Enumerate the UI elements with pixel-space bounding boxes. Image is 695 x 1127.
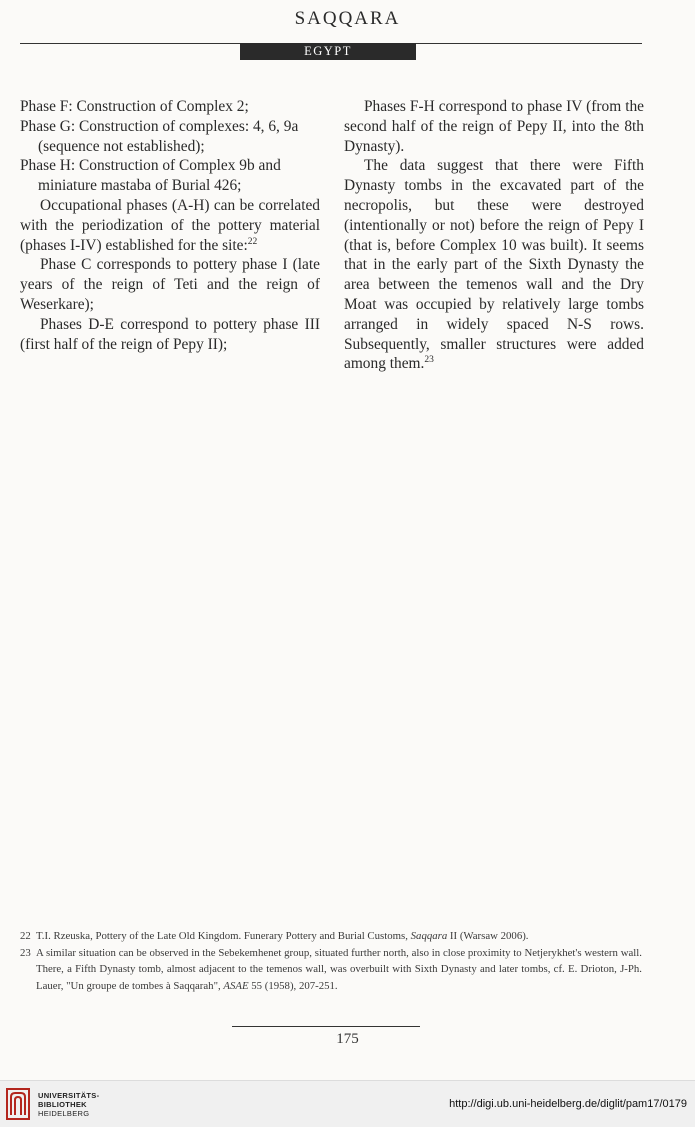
occupational-phases-text: Occupational phases (A-H) can be correlated with the periodization of the pottery material (phases I-IV) established for the site: (20, 196, 320, 254)
phase-f-item (20, 97, 320, 117)
data-suggest-text: The data suggest that there were Fifth Dynasty tombs in the excavated part of the necropolis, but these were destroyed (intentionally or not) before the reign of Pepy I (that is, before Complex 10 was built). It seems that in the early part of the Sixth Dynasty the area between the temenos wall and the Dry Moat was occupied by relatively large tombs arranged in widely spaced N-S rows. Subsequently, smaller structures were added among them. (344, 157, 644, 373)
footnote-text: A similar situation can be observed in the Sebekemhenet group, situated further north, also in close proximity to Netjerykhet's western wall. There, a Fifth Dynasty tomb, almost adjacent to the temenos wall, was overbuilt with Sixth Dynasty and later tombs, cf. E. Drioton, J-Ph. Lauer, "Un groupe de tombes à Saqqarah", (36, 946, 642, 992)
footnote-22 (20, 928, 642, 945)
phase-h-label: Phase H (20, 157, 71, 175)
library-name (38, 1091, 99, 1118)
phase-g-label: Phase G (20, 117, 71, 135)
page-number: 175 (336, 1031, 359, 1047)
footnote-ref-22[interactable]: 22 (247, 236, 258, 247)
footnote-text: T.I. Rzeuska, Pottery of the Late Old Kingdom. Funerary Pottery and Burial Customs, (36, 930, 411, 942)
footnote-number: 22 (20, 930, 31, 942)
phases-fh-paragraph: Phases F-H correspond to phase IV (from the second half of the reign of Pepy II, into the 8th Dynasty). (344, 98, 644, 155)
running-title: SAQQARA (294, 8, 401, 29)
footnote-text-end: 55 (1958), 207-251. (248, 979, 338, 992)
footnote-23 (20, 945, 642, 995)
occupational-phases-paragraph (20, 196, 320, 255)
phase-g-text: : Construction of complexes: 4, 6, 9a (sequence not established); (38, 117, 299, 155)
right-column (344, 97, 644, 374)
library-name-line2: BIBLIOTHEK (38, 1100, 87, 1109)
footnote-text-end: II (Warsaw 2006). (447, 930, 529, 942)
left-column (20, 97, 320, 354)
library-name-line3: HEIDELBERG (38, 1109, 90, 1118)
library-name-line1: UNIVERSITÄTS- (38, 1091, 100, 1100)
phase-f-label: Phase F (20, 98, 69, 115)
phases-de-paragraph: Phases D-E correspond to pottery phase III (first half of the reign of Pepy II); (20, 315, 320, 353)
library-footer-bar (0, 1080, 695, 1127)
phase-c-paragraph: Phase C corresponds to pottery phase I (late years of the reign of Teti and the reign of Weserkare); (20, 256, 320, 313)
footnotes (20, 928, 642, 994)
footnote-number: 23 (20, 946, 31, 959)
footer-rule (232, 1026, 420, 1027)
permalink-url[interactable]: http://digi.ub.uni-heidelberg.de/diglit/pam17/0179 (449, 1098, 687, 1110)
footnote-ref-23[interactable]: 23 (424, 355, 434, 366)
section-tab: EGYPT (240, 43, 416, 60)
phase-h-text: : Construction of Complex 9b and miniature mastaba of Burial 426; (38, 157, 281, 195)
footnote-italic: ASAE (223, 979, 249, 992)
library-logo-icon (6, 1088, 30, 1120)
footnote-italic: Saqqara (410, 930, 448, 942)
phase-h-item (20, 156, 320, 196)
data-suggest-paragraph (344, 156, 644, 374)
phase-g-item (20, 117, 320, 157)
phase-f-text: : Construction of Complex 2; (68, 98, 249, 115)
